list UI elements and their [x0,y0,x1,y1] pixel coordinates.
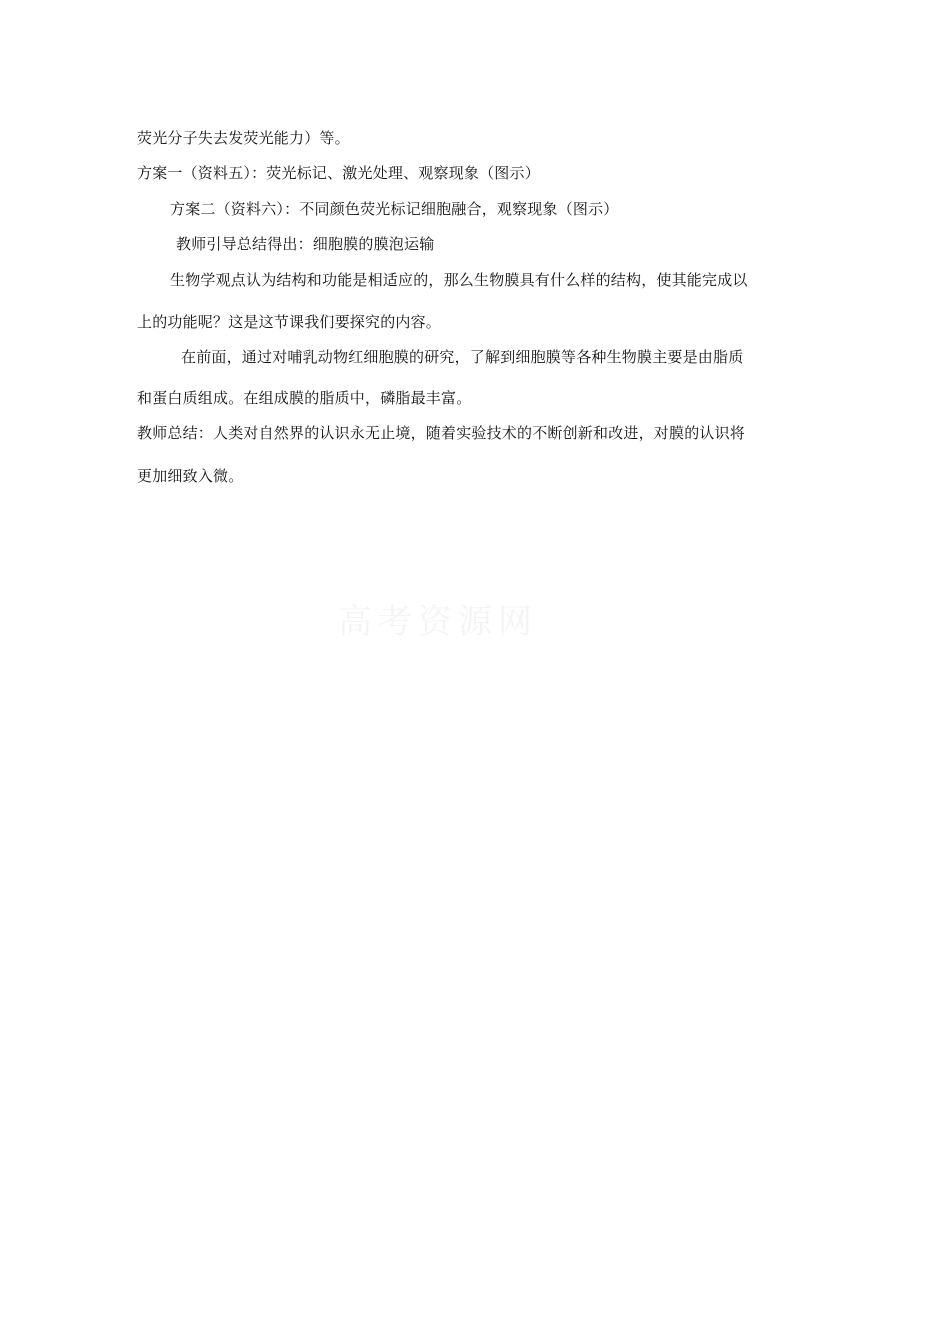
paragraph-line-9: 教师总结：人类对自然界的认识永无止境，随着实验技术的不断创新和改进，对膜的认识将 [137,424,746,442]
paragraph-line-4: 教师引导总结得出：细胞膜的膜泡运输 [176,235,435,253]
paragraph-line-5: 生物学观点认为结构和功能是相适应的，那么生物膜具有什么样的结构，使其能完成以 [170,271,748,289]
watermark: 高考资源网 [338,602,538,642]
paragraph-line-8: 和蛋白质组成。在组成膜的脂质中，磷脂最丰富。 [137,389,472,407]
paragraph-line-1: 荧光分子失去发荧光能力）等。 [137,129,350,147]
paragraph-line-7: 在前面，通过对哺乳动物红细胞膜的研究，了解到细胞膜等各种生物膜主要是由脂质 [181,348,744,366]
paragraph-line-2: 方案一（资料五）：荧光标记、激光处理、观察现象（图示） [137,164,540,182]
paragraph-line-3: 方案二（资料六）：不同颜色荧光标记细胞融合，观察现象（图示） [170,200,619,218]
paragraph-line-6: 上的功能呢？这是这节课我们要探究的内容。 [137,313,442,331]
paragraph-line-10: 更加细致入微。 [137,467,244,485]
